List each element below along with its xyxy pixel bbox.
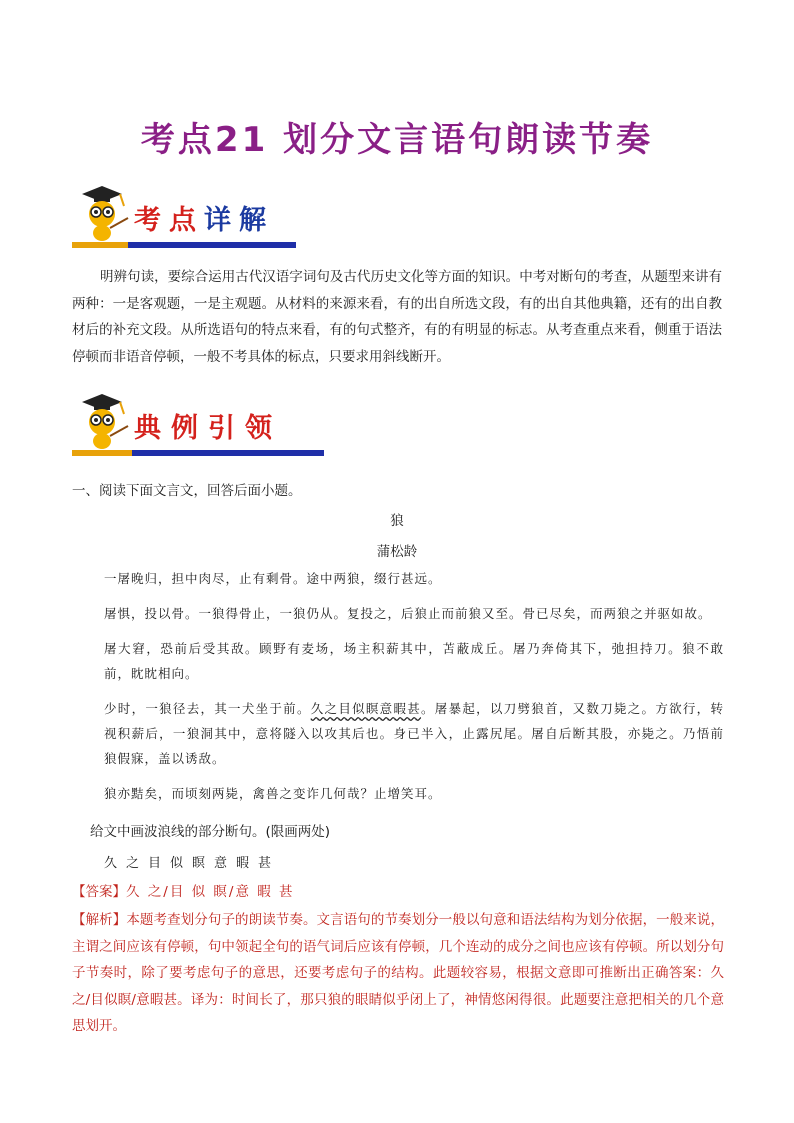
mascot-scholar-icon [72,392,132,454]
banner-label-red-2: 引领 [208,413,282,444]
analysis-text: 本题考查划分句子的朗读节奏。文言语句的节奏划分一般以句意和语法结构为划分依据，一般来说，主谓之间应该有停顿，句中领起全句的语气词后应该有停顿，几个连动的成分之间也应该有停顿。所以划分句子节奏时，除了要考虑句子的意思，还要考虑句子的结构。此题较容易，根据文意即可推断出正确答案：久之/目似瞑/意暇甚。译为：时间长了，那只狼的眼睛似乎闭上了，神情悠闲得很。此题要注意把相关的几个意思划开。 [72,912,725,1034]
intro-paragraph: 明辨句读，要综合运用古代汉语字词句及古代历史文化等方面的知识。中考对断句的考查，从题型来讲有两种：一是客观题，一是主观题。从材料的来源来看，有的出自所选文段，有的出自其他典籍，还有的出自教材后的补充文段。从所选语句的特点来看，有的句式整齐，有的有明显的标志。从考查重点来看，侧重于语法停顿而非语音停顿，一般不考具体的标点，只要求用斜线断开。 [72,269,722,365]
question-prompt: 给文中画波浪线的部分断句。(限画两处) [90,824,331,840]
passage-p4-rest: 。屠暴起，以刀劈狼首，又数刀毙之。方欲行，转视积薪后，一狼洞其中，意将隧入以攻其后也。身已半入，止露尻尾。屠自后断其股，亦毙之。乃悟前狼假寐，盖以诱敌。 [104,701,724,766]
section-banner-kaodian [72,184,332,256]
banner-underline-orange [72,242,128,248]
passage-paragraph-4 [104,696,724,771]
answer-text: 久 之/目 似 瞑/意 暇 甚 [126,884,295,900]
passage-paragraph-5: 狼亦黠矣，而顷刻两毙，禽兽之变诈几何哉？止增笑耳。 [104,786,442,801]
passage-paragraph-3: 屠大窘，恐前后受其敌。顾野有麦场，场主积薪其中，苫蔽成丘。屠乃奔倚其下，弛担持刀。狼不敢前，眈眈相向。 [104,641,724,681]
mascot-scholar-icon [72,184,132,246]
passage-paragraph-2: 屠惧，投以骨。一狼得骨止，一狼仍从。复投之，后狼止而前狼又至。骨已尽矣，而两狼之并驱如故。 [104,606,712,621]
banner-underline-orange [72,450,132,456]
answer-line [72,880,295,900]
wavy-underlined-phrase: 久之目似瞑意暇甚 [310,701,422,716]
analysis-paragraph [72,907,724,1040]
question-sentence: 久之目似瞑意暇甚 [104,856,281,871]
banner-label-red: 考点 [134,205,204,236]
banner-underline-blue [132,450,324,456]
banner-underline-blue [128,242,296,248]
classical-passage [104,566,724,806]
banner-label-blue: 详解 [204,205,274,236]
poem-author: 蒲松龄 [376,544,418,560]
question-intro: 一、阅读下面文言文，回答后面小题。 [72,483,302,499]
banner-label-red: 典例 [134,413,208,444]
passage-paragraph-1: 一屠晚归，担中肉尽，止有剩骨。途中两狼，缀行甚远。 [104,571,442,586]
analysis-label: 【解析】 [72,912,127,928]
page-title: 考点21 划分文言语句朗读节奏 [140,120,654,160]
answer-label: 【答案】 [72,884,126,900]
section-banner-dianli [72,392,332,464]
passage-p4-start: 少时，一狼径去，其一犬坐于前。 [104,701,311,716]
poem-title: 狼 [390,513,404,529]
